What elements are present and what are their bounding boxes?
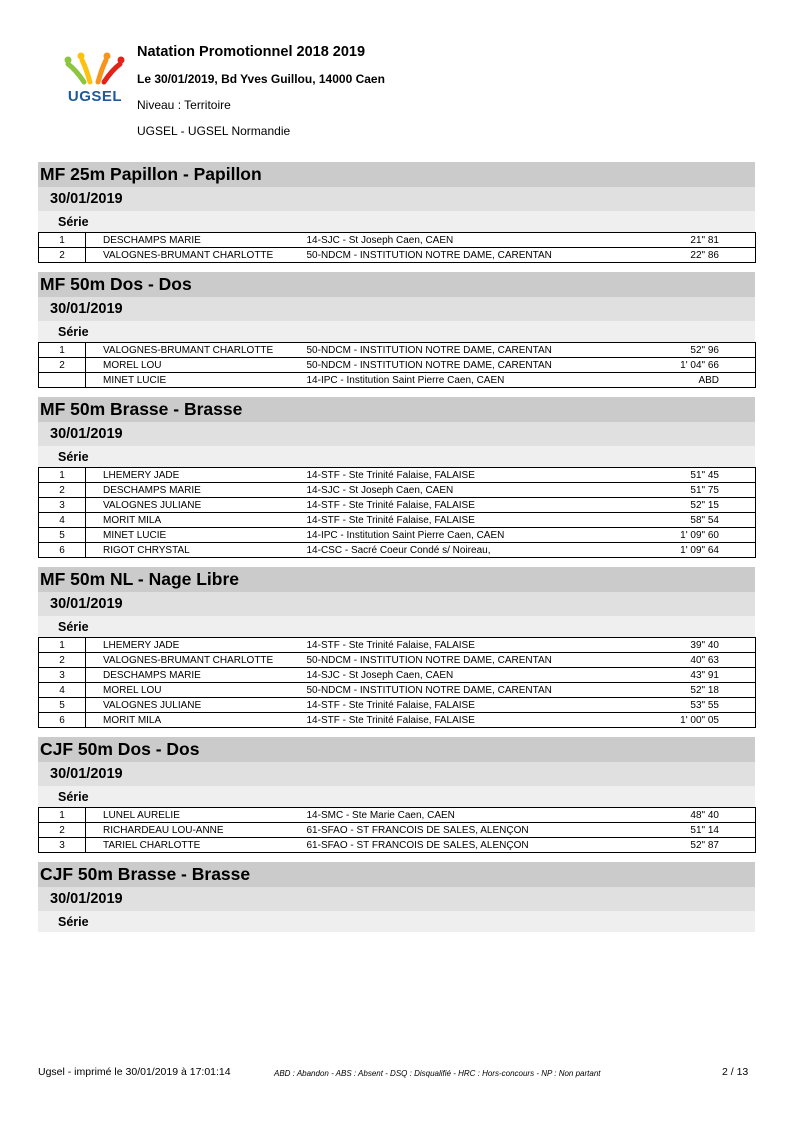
event-date: 30/01/2019: [38, 592, 755, 616]
event-section: [38, 162, 755, 263]
time: 52" 87: [646, 838, 756, 853]
results-table: [38, 807, 756, 853]
abbreviation-legend: ABD : Abandon - ABS : Absent - DSQ : Disqualifié - HRC : Hors-concours - NP : Non partant: [274, 1069, 601, 1078]
rank: 6: [39, 543, 86, 558]
result-row: [39, 498, 756, 513]
swimmer-name: TARIEL CHARLOTTE: [86, 838, 305, 853]
swimmer-name: VALOGNES JULIANE: [86, 698, 305, 713]
time: 1' 04" 66: [646, 358, 756, 373]
event-title: MF 50m NL - Nage Libre: [38, 567, 755, 592]
swimmer-name: VALOGNES-BRUMANT CHARLOTTE: [86, 343, 305, 358]
rank: 2: [39, 823, 86, 838]
result-row: [39, 668, 756, 683]
time: 48" 40: [646, 808, 756, 823]
club: 14-STF - Ste Trinité Falaise, FALAISE: [305, 498, 646, 513]
time: 51" 75: [646, 483, 756, 498]
event-title: CJF 50m Brasse - Brasse: [38, 862, 755, 887]
result-row: [39, 838, 756, 853]
swimmer-name: LHEMERY JADE: [86, 638, 305, 653]
time: 52" 18: [646, 683, 756, 698]
event-title: MF 50m Dos - Dos: [38, 272, 755, 297]
result-row: [39, 808, 756, 823]
results-table: [38, 342, 756, 388]
event-date: 30/01/2019: [38, 422, 755, 446]
rank: 1: [39, 808, 86, 823]
serie-label: Série: [38, 616, 755, 637]
event-date: 30/01/2019: [38, 887, 755, 911]
event-section: [38, 567, 755, 728]
rank: 1: [39, 233, 86, 248]
swimmer-name: LHEMERY JADE: [86, 468, 305, 483]
organization: UGSEL - UGSEL Normandie: [137, 124, 291, 138]
result-row: [39, 483, 756, 498]
club: 14-SJC - St Joseph Caen, CAEN: [305, 233, 646, 248]
rank: 2: [39, 653, 86, 668]
swimmer-name: DESCHAMPS MARIE: [86, 233, 305, 248]
event-section: [38, 737, 755, 853]
serie-label: Série: [38, 786, 755, 807]
event-date: 30/01/2019: [38, 187, 755, 211]
ugsel-logo: [62, 52, 128, 104]
club: 14-STF - Ste Trinité Falaise, FALAISE: [305, 638, 646, 653]
rank: [39, 373, 86, 388]
result-row: [39, 683, 756, 698]
event-section: [38, 397, 755, 558]
serie-label: Série: [38, 211, 755, 232]
logo-text: UGSEL: [67, 88, 123, 105]
event-section: [38, 272, 755, 388]
rank: 2: [39, 358, 86, 373]
result-row: [39, 713, 756, 728]
results-table: [38, 637, 756, 728]
club: 61-SFAO - ST FRANCOIS DE SALES, ALENÇON: [305, 823, 646, 838]
swimmer-name: MINET LUCIE: [86, 373, 305, 388]
result-row: [39, 653, 756, 668]
serie-label: Série: [38, 321, 755, 342]
result-row: [39, 528, 756, 543]
event-title: CJF 50m Dos - Dos: [38, 737, 755, 762]
result-row: [39, 468, 756, 483]
serie-label: Série: [38, 911, 755, 932]
results-list: [38, 162, 755, 941]
club: 50-NDCM - INSTITUTION NOTRE DAME, CARENTAN: [305, 343, 646, 358]
swimmer-name: MOREL LOU: [86, 683, 305, 698]
rank: 1: [39, 343, 86, 358]
event-date: 30/01/2019: [38, 297, 755, 321]
page-number: 2 / 13: [722, 1066, 749, 1078]
swimmer-name: LUNEL AURELIE: [86, 808, 305, 823]
time: 39" 40: [646, 638, 756, 653]
time: 1' 09" 64: [646, 543, 756, 558]
club: 14-STF - Ste Trinité Falaise, FALAISE: [305, 713, 646, 728]
club: 14-STF - Ste Trinité Falaise, FALAISE: [305, 513, 646, 528]
time: 52" 96: [646, 343, 756, 358]
rank: 2: [39, 483, 86, 498]
rank: 3: [39, 668, 86, 683]
swimmer-name: DESCHAMPS MARIE: [86, 668, 305, 683]
club: 50-NDCM - INSTITUTION NOTRE DAME, CARENTAN: [305, 653, 646, 668]
swimmer-name: VALOGNES-BRUMANT CHARLOTTE: [86, 653, 305, 668]
time: 51" 14: [646, 823, 756, 838]
rank: 2: [39, 248, 86, 263]
time: 51" 45: [646, 468, 756, 483]
club: 50-NDCM - INSTITUTION NOTRE DAME, CARENTAN: [305, 358, 646, 373]
swimmer-name: RIGOT CHRYSTAL: [86, 543, 305, 558]
results-table: [38, 467, 756, 558]
club: 14-SMC - Ste Marie Caen, CAEN: [305, 808, 646, 823]
club: 50-NDCM - INSTITUTION NOTRE DAME, CARENTAN: [305, 248, 646, 263]
result-row: [39, 698, 756, 713]
event-section: [38, 862, 755, 932]
rank: 4: [39, 683, 86, 698]
document-subtitle: Le 30/01/2019, Bd Yves Guillou, 14000 Caen: [137, 72, 385, 86]
swimmer-name: VALOGNES-BRUMANT CHARLOTTE: [86, 248, 305, 263]
result-row: [39, 343, 756, 358]
swimmer-name: MINET LUCIE: [86, 528, 305, 543]
time: 21" 81: [646, 233, 756, 248]
competition-level: Niveau : Territoire: [137, 98, 231, 112]
club: 14-IPC - Institution Saint Pierre Caen, CAEN: [305, 373, 646, 388]
club: 14-SJC - St Joseph Caen, CAEN: [305, 483, 646, 498]
serie-label: Série: [38, 446, 755, 467]
rank: 1: [39, 468, 86, 483]
swimmer-name: DESCHAMPS MARIE: [86, 483, 305, 498]
print-timestamp: Ugsel - imprimé le 30/01/2019 à 17:01:14: [38, 1066, 231, 1078]
event-title: MF 25m Papillon - Papillon: [38, 162, 755, 187]
club: 50-NDCM - INSTITUTION NOTRE DAME, CARENTAN: [305, 683, 646, 698]
swimmer-name: VALOGNES JULIANE: [86, 498, 305, 513]
time: ABD: [646, 373, 756, 388]
rank: 3: [39, 498, 86, 513]
swimmer-name: MORIT MILA: [86, 713, 305, 728]
time: 1' 00" 05: [646, 713, 756, 728]
time: 22" 86: [646, 248, 756, 263]
swimmer-name: RICHARDEAU LOU-ANNE: [86, 823, 305, 838]
time: 1' 09" 60: [646, 528, 756, 543]
rank: 6: [39, 713, 86, 728]
time: 58" 54: [646, 513, 756, 528]
club: 14-IPC - Institution Saint Pierre Caen, CAEN: [305, 528, 646, 543]
result-row: [39, 513, 756, 528]
swimmer-name: MORIT MILA: [86, 513, 305, 528]
rank: 3: [39, 838, 86, 853]
result-row: [39, 358, 756, 373]
results-table: [38, 232, 756, 263]
rank: 4: [39, 513, 86, 528]
event-title: MF 50m Brasse - Brasse: [38, 397, 755, 422]
club: 14-SJC - St Joseph Caen, CAEN: [305, 668, 646, 683]
club: 14-CSC - Sacré Coeur Condé s/ Noireau,: [305, 543, 646, 558]
time: 43" 91: [646, 668, 756, 683]
club: 14-STF - Ste Trinité Falaise, FALAISE: [305, 698, 646, 713]
result-row: [39, 233, 756, 248]
rank: 5: [39, 528, 86, 543]
document-title: Natation Promotionnel 2018 2019: [137, 44, 366, 60]
club: 14-STF - Ste Trinité Falaise, FALAISE: [305, 468, 646, 483]
ugsel-logo-figures: [62, 52, 128, 88]
club: 61-SFAO - ST FRANCOIS DE SALES, ALENÇON: [305, 838, 646, 853]
result-row: [39, 373, 756, 388]
time: 52" 15: [646, 498, 756, 513]
result-row: [39, 638, 756, 653]
rank: 1: [39, 638, 86, 653]
time: 53" 55: [646, 698, 756, 713]
time: 40" 63: [646, 653, 756, 668]
result-row: [39, 823, 756, 838]
result-row: [39, 543, 756, 558]
swimmer-name: MOREL LOU: [86, 358, 305, 373]
rank: 5: [39, 698, 86, 713]
event-date: 30/01/2019: [38, 762, 755, 786]
result-row: [39, 248, 756, 263]
